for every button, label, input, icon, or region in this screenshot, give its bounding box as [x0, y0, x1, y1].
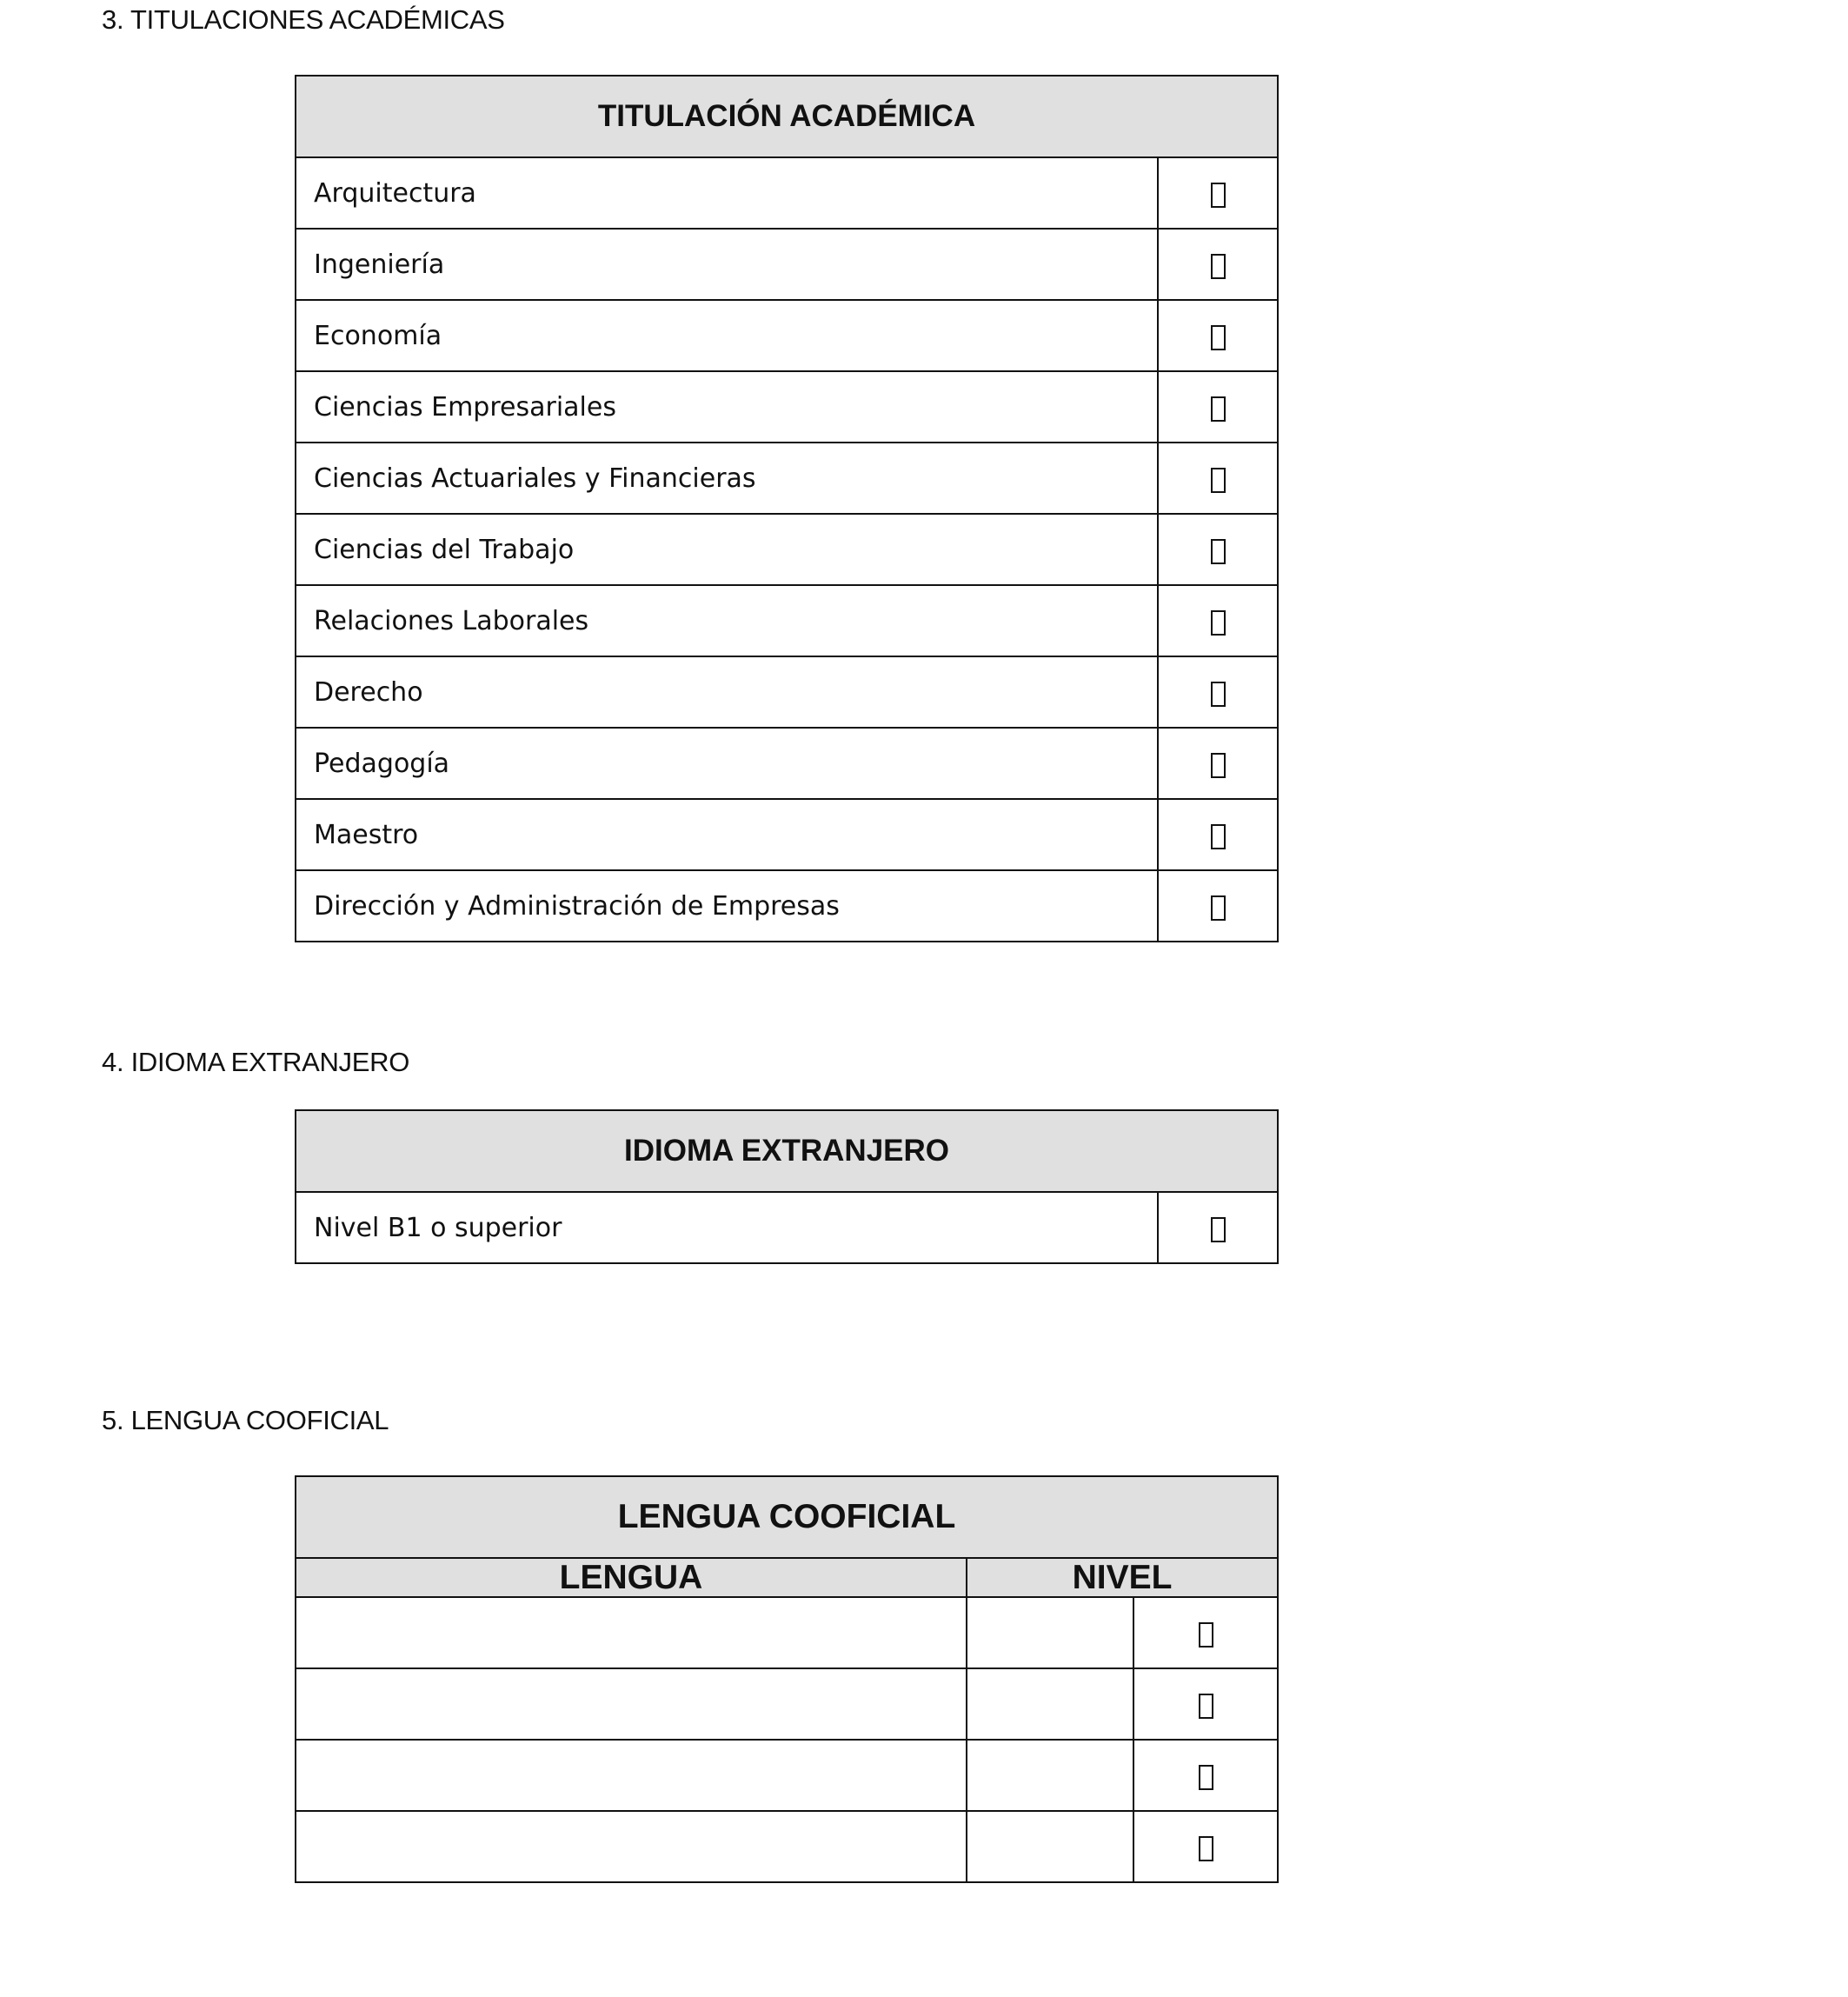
- table-row: [296, 1597, 1278, 1668]
- checkbox-cell: [1133, 1811, 1278, 1882]
- checkbox-cell: [1133, 1740, 1278, 1811]
- lengua-table: [295, 1475, 1279, 1883]
- checkbox-icon[interactable]: [1211, 468, 1226, 493]
- lengua-field[interactable]: [296, 1668, 967, 1740]
- checkbox-icon[interactable]: [1211, 539, 1226, 564]
- lengua-field[interactable]: [296, 1740, 967, 1811]
- table-row: [296, 514, 1278, 585]
- checkbox-icon[interactable]: [1211, 610, 1226, 636]
- lengua-field[interactable]: [296, 1811, 967, 1882]
- item-label: Maestro: [296, 799, 1158, 870]
- checkbox-cell: [1158, 514, 1278, 585]
- checkbox-cell: [1158, 1192, 1278, 1263]
- table-row: [296, 443, 1278, 514]
- lengua-table-header: LENGUA COOFICIAL: [296, 1476, 1278, 1558]
- lengua-column-header: LENGUA: [296, 1558, 967, 1597]
- checkbox-cell: [1133, 1597, 1278, 1668]
- item-label: Pedagogía: [296, 728, 1158, 799]
- checkbox-cell: [1158, 157, 1278, 229]
- checkbox-cell: [1158, 870, 1278, 942]
- checkbox-cell: [1158, 371, 1278, 443]
- checkbox-icon[interactable]: [1211, 183, 1226, 208]
- item-label: Derecho: [296, 656, 1158, 728]
- item-label: Arquitectura: [296, 157, 1158, 229]
- table-row: [296, 870, 1278, 942]
- idioma-table: [295, 1109, 1279, 1264]
- table-row: [296, 1740, 1278, 1811]
- checkbox-cell: [1158, 229, 1278, 300]
- section-heading-lengua: 5. LENGUA COOFICIAL: [102, 1405, 389, 1435]
- idioma-rows: [296, 1192, 1278, 1263]
- checkbox-icon[interactable]: [1199, 1694, 1213, 1719]
- checkbox-icon[interactable]: [1211, 824, 1226, 849]
- checkbox-icon[interactable]: [1199, 1622, 1213, 1648]
- checkbox-icon[interactable]: [1211, 254, 1226, 279]
- checkbox-cell: [1158, 656, 1278, 728]
- checkbox-cell: [1158, 300, 1278, 371]
- item-label: Ciencias Actuariales y Financieras: [296, 443, 1158, 514]
- section-heading-titulaciones: 3. TITULACIONES ACADÉMICAS: [102, 4, 505, 35]
- item-label: Ingeniería: [296, 229, 1158, 300]
- item-label: Nivel B1 o superior: [296, 1192, 1158, 1263]
- item-label: Ciencias Empresariales: [296, 371, 1158, 443]
- checkbox-icon[interactable]: [1211, 895, 1226, 921]
- checkbox-icon[interactable]: [1211, 325, 1226, 350]
- item-label: Dirección y Administración de Empresas: [296, 870, 1158, 942]
- checkbox-icon[interactable]: [1211, 753, 1226, 778]
- lengua-rows: [296, 1597, 1278, 1882]
- checkbox-cell: [1133, 1668, 1278, 1740]
- checkbox-icon[interactable]: [1199, 1836, 1213, 1861]
- table-row: [296, 157, 1278, 229]
- table-row: [296, 728, 1278, 799]
- item-label: Economía: [296, 300, 1158, 371]
- table-row: [296, 229, 1278, 300]
- checkbox-icon[interactable]: [1211, 682, 1226, 707]
- nivel-field[interactable]: [967, 1811, 1133, 1882]
- table-row: [296, 1192, 1278, 1263]
- nivel-field[interactable]: [967, 1597, 1133, 1668]
- titulaciones-table: [295, 75, 1279, 942]
- idioma-table-header: IDIOMA EXTRANJERO: [296, 1110, 1278, 1192]
- checkbox-cell: [1158, 585, 1278, 656]
- nivel-column-header: NIVEL: [967, 1558, 1278, 1597]
- table-row: [296, 585, 1278, 656]
- item-label: Ciencias del Trabajo: [296, 514, 1158, 585]
- table-row: [296, 799, 1278, 870]
- table-row: [296, 1811, 1278, 1882]
- checkbox-icon[interactable]: [1211, 1217, 1226, 1242]
- checkbox-cell: [1158, 443, 1278, 514]
- checkbox-icon[interactable]: [1199, 1765, 1213, 1790]
- item-label: Relaciones Laborales: [296, 585, 1158, 656]
- checkbox-cell: [1158, 799, 1278, 870]
- table-row: [296, 371, 1278, 443]
- table-row: [296, 1668, 1278, 1740]
- table-row: [296, 656, 1278, 728]
- section-heading-idioma: 4. IDIOMA EXTRANJERO: [102, 1047, 410, 1077]
- titulaciones-rows: [296, 157, 1278, 942]
- nivel-field[interactable]: [967, 1740, 1133, 1811]
- lengua-field[interactable]: [296, 1597, 967, 1668]
- checkbox-icon[interactable]: [1211, 396, 1226, 422]
- titulaciones-table-header: TITULACIÓN ACADÉMICA: [296, 76, 1278, 157]
- checkbox-cell: [1158, 728, 1278, 799]
- table-row: [296, 300, 1278, 371]
- nivel-field[interactable]: [967, 1668, 1133, 1740]
